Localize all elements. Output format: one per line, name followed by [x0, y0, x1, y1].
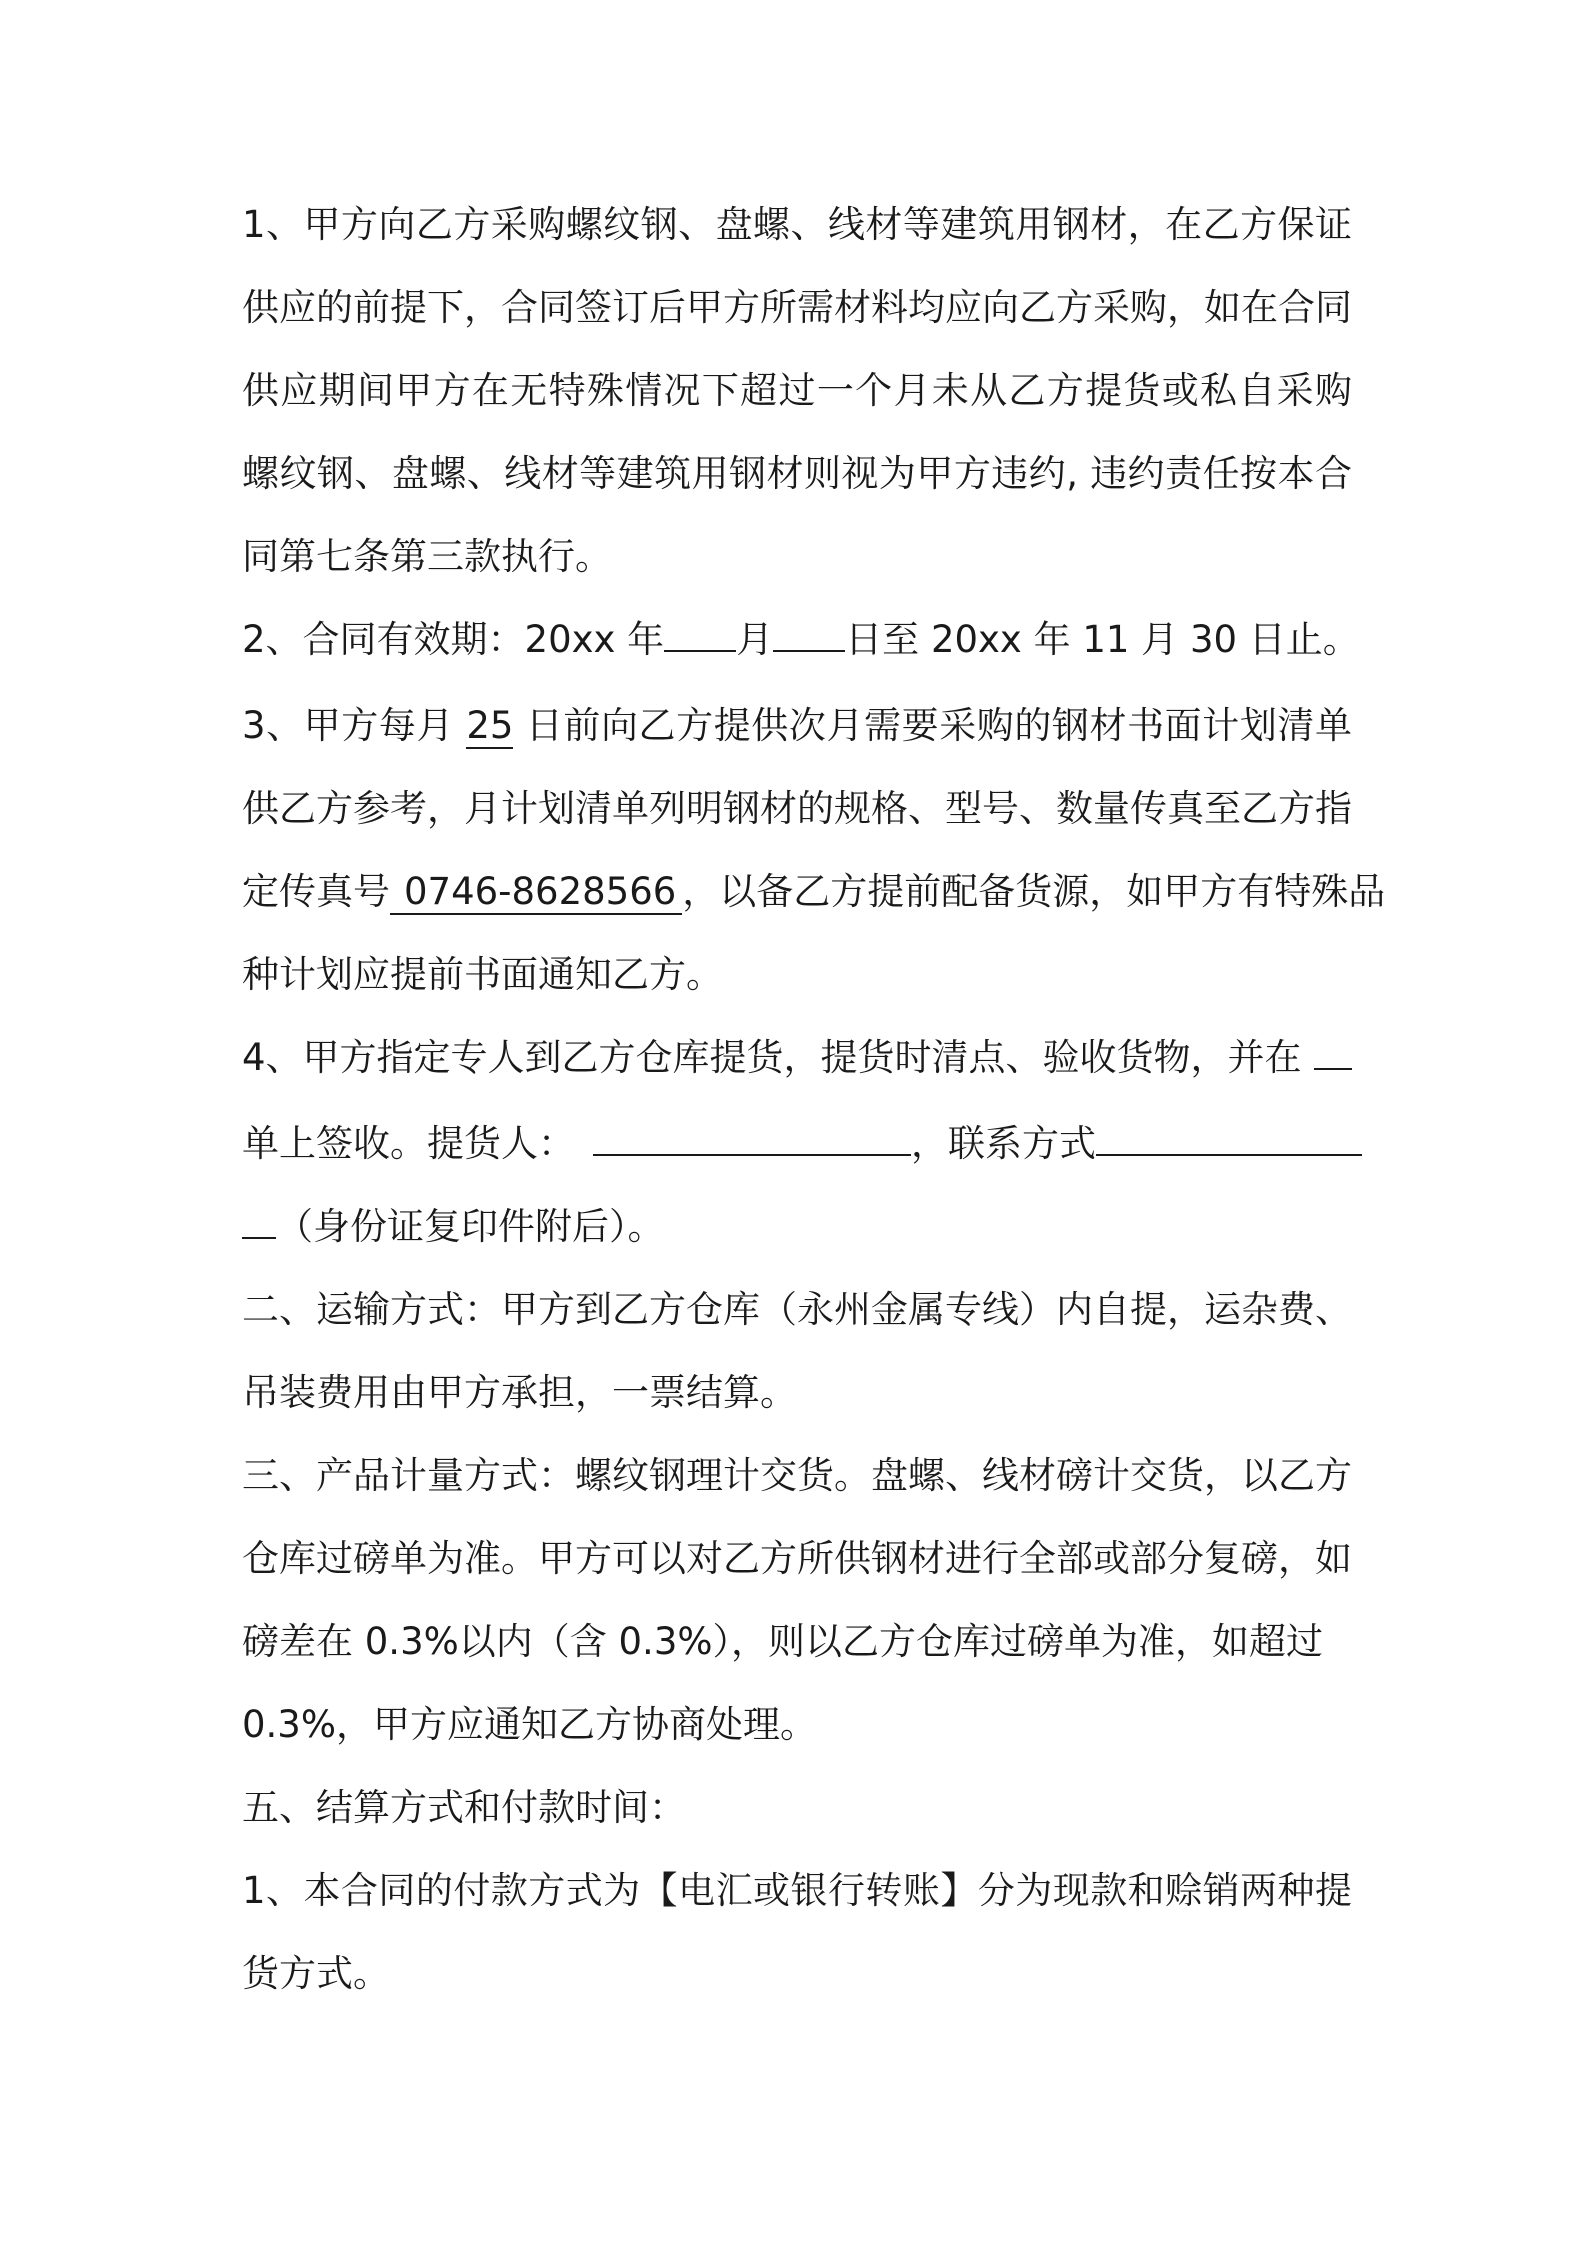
- clause-3-line-4: 种计划应提前书面通知乙方。: [242, 953, 723, 996]
- clause-4-line-3: [242, 1207, 665, 1248]
- id-note: （身份证复印件附后）。: [276, 1205, 665, 1248]
- section-3-line-4: 0.3%，甲方应通知乙方协商处理。: [242, 1703, 817, 1746]
- pickup-person-blank: [593, 1154, 911, 1156]
- section-3-line-3: 磅差在 0.3%以内（含 0.3%），则以乙方仓库过磅单为准，如超过: [242, 1620, 1324, 1663]
- clause-4-line-1: [242, 1038, 1352, 1079]
- deadline-day: 25: [466, 704, 514, 747]
- section-5-title: 五、结算方式和付款时间：: [242, 1786, 686, 1829]
- clause-3-part-a: 3、甲方每月: [242, 704, 455, 747]
- pickup-person-label: 单上签收。提货人：: [242, 1122, 575, 1165]
- clause-1-line-2: 供应的前提下，合同签订后甲方所需材料均应向乙方采购，如在合同: [242, 286, 1352, 329]
- clause-4-text: 4、甲方指定专人到乙方仓库提货，提货时清点、验收货物，并在: [242, 1036, 1302, 1079]
- section-5-line-1: 1、本合同的付款方式为【电汇或银行转账】分为现款和赊销两种提: [242, 1869, 1352, 1912]
- contact-label: ，联系方式: [911, 1122, 1096, 1165]
- receipt-blank: [1314, 1068, 1352, 1070]
- clause-2-part-c: 日至 20xx 年 11 月 30 日止。: [845, 618, 1360, 661]
- clause-3-line-2: 供乙方参考，月计划清单列明钢材的规格、型号、数量传真至乙方指: [242, 787, 1352, 830]
- clause-3-fax-tail: ，以备乙方提前配备货源，如甲方有特殊品: [682, 870, 1386, 913]
- day-blank: [773, 650, 845, 652]
- clause-4-line-2: [242, 1124, 1362, 1165]
- clause-1-line-1: 1、甲方向乙方采购螺纹钢、盘螺、线材等建筑用钢材，在乙方保证: [242, 203, 1352, 246]
- clause-3-line-3: [242, 872, 1385, 913]
- section-3-line-2: 仓库过磅单为准。甲方可以对乙方所供钢材进行全部或部分复磅，如: [242, 1537, 1352, 1580]
- clause-1-line-3: 供应期间甲方在无特殊情况下超过一个月未从乙方提货或私自采购: [242, 369, 1352, 412]
- clause-3-part-c: 日前向乙方提供次月需要采购的钢材书面计划清单: [525, 704, 1352, 747]
- clause-3-fax-label: 定传真号: [242, 870, 390, 913]
- clause-2-line: [242, 620, 1360, 661]
- section-2-line-1: 二、运输方式：甲方到乙方仓库（永州金属专线）内自提，运杂费、: [242, 1288, 1352, 1331]
- section-3-line-1: 三、产品计量方式：螺纹钢理计交货。盘螺、线材磅计交货，以乙方: [242, 1454, 1352, 1497]
- section-5-line-2: 货方式。: [242, 1952, 390, 1995]
- section-2-line-2: 吊装费用由甲方承担，一票结算。: [242, 1371, 797, 1414]
- clause-2-part-a: 2、合同有效期：20xx 年: [242, 618, 665, 661]
- clause-1-line-4: 螺纹钢、盘螺、线材等建筑用钢材则视为甲方违约, 违约责任按本合: [242, 452, 1352, 495]
- month-blank: [664, 650, 736, 652]
- id-blank: [242, 1237, 276, 1239]
- clause-1-line-5: 同第七条第三款执行。: [242, 535, 612, 578]
- clause-3-line-1: [242, 706, 1352, 747]
- clause-2-part-b: 月: [736, 618, 774, 661]
- contact-blank: [1096, 1154, 1362, 1156]
- fax-number: 0746-8628566: [390, 870, 682, 915]
